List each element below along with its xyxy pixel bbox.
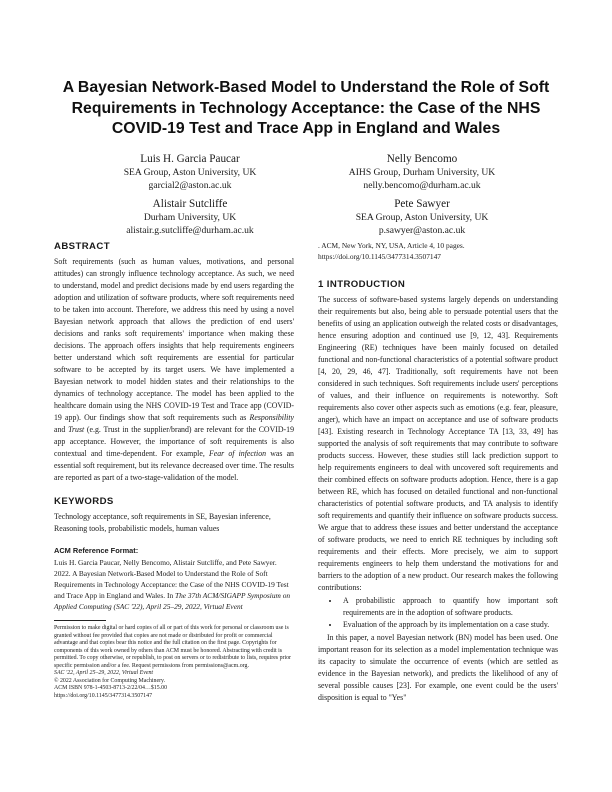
permission-text: Permission to make digital or hard copies of all or part of this work for personal or classroom use is granted without fee provided that copies are not made or distributed for profit or commercial advantage and that copies bear this notice and the full citation on the first page. Copyrights for components of this work owned by others than ACM must be honored. Abstracting with credit is permitted. To copy otherwise, or republish, to post on servers or to redistribute to lists, requires prior specific permission and/or a fee. Request permissions from permissions@acm.org. (54, 625, 292, 669)
acm-reference-continued: . ACM, New York, NY, USA, Article 4, 10 pages. https://doi.org/10.1145/3477314.3507147 (318, 241, 465, 261)
abstract-text (54, 256, 294, 484)
author-name: Pete Sawyer (394, 198, 450, 210)
permission-copyright: © 2022 Association for Computing Machinery. (54, 677, 166, 684)
permission-isbn: ACM ISBN 978-1-4503-8713-2/22/04…$15.00 (54, 685, 168, 691)
author-affiliation: AIHS Group, Durham University, UK (348, 167, 496, 178)
acm-reference-part: Luis H. Garcia Paucar, Nelly Bencomo, Alistair Sutcliffe, and Pete Sawyer. 2022. A Bayesian Network-Based Model to Understand the Role of Soft Requirements in Technology Acceptance: the Case of the NHS COVID-19 Test and Trace App in England and Wales. In (54, 558, 289, 600)
permission-notice (54, 625, 294, 700)
abstract-emphasis: Trust (68, 425, 85, 434)
introduction-paragraph-1: The success of software-based systems largely depends on understanding their requirements but also, being able to persuade potential users that the benefits of using an application outweigh the related costs or disadvantages, hence ensuring adoption and continued use [9, 12, 43]. Requirements Engineering (RE) techniques have been mainly focused on detailed functional and non-functional characteristics of a potential software product [4, 20, 29, 46, 47]. Traditionally, soft requirements have not been considered in such techniques. Soft requirements include users' perceptions of values, and their influence on requirements is noteworthy. Soft requirements also cover other aspects such as emotions (e.g. fear, pleasure, anger), which have an impact on acceptance and use of software products [43]. Existing research in Technology Acceptance TA [13, 33, 49] has supported the analysis of soft requirements that may contribute to software products success. However, these studies still lack prediction support to help requirements engineers to deal with uncovered soft requirements and their combined effects on software products adoption. Hence, there is a gap between RE, which has focused on detailed functional and non-functional characteristics of potential software products, and TA analysis to identify soft requirements and quantify their influence on software products success. We argue that to address these issues and better understand the acceptance of software products, we need to enrich RE techniques by including soft requirements and their effects. More precisely, we aim to support requirements engineers to help them understand the motivations for and barriers to the adoption of a new product. Our research makes the following contributions: (318, 295, 558, 592)
author-affiliation: SEA Group, Aston University, UK (355, 212, 489, 223)
author-block-1 (70, 152, 310, 192)
title-line-1: A Bayesian Network-Based Model to Understand the Role of Soft (62, 79, 550, 96)
keywords-text: Technology acceptance, soft requirements in SE, Bayesian inference, Reasoning tools, probabilistic models, human values (54, 512, 271, 533)
author-affiliation: SEA Group, Aston University, UK (123, 167, 257, 178)
author-block-2 (302, 152, 542, 192)
permission-doi[interactable]: https://doi.org/10.1145/3477314.3507147 (54, 692, 153, 699)
author-block-3 (70, 197, 310, 237)
abstract-emphasis: Fear of infection (208, 449, 267, 458)
abstract-text-part: Soft requirements (such as human values, motivations, and personal attitudes) can strongly influence technology acceptance. As such, we need to understand, model and predict decisions made by end users regarding the adoption and utilization of software products, where soft requirements need to be taken into account. Therefore, we address this need by using a novel Bayesian network approach that allows the prediction of end users' decisions and ranks soft requirements' importance when making these decisions. The approach offers insights that help requirements engineers better understand which soft requirements are essential for particular software to be accepted by its target users. We have implemented a Bayesian network to model hidden states and their relationships to the dynamics of technology acceptance. The model has been applied to the healthcare domain using the NHS COVID-19 Test and Trace app (COVID-19 app). Our findings show that soft requirements such as (54, 257, 294, 422)
abstract-emphasis: Responsibility (249, 413, 294, 422)
right-column (318, 240, 558, 704)
author-email[interactable]: p.sawyer@aston.ac.uk (378, 225, 466, 237)
footnote-divider (54, 620, 106, 621)
author-name: Alistair Sutcliffe (152, 198, 228, 210)
acm-reference-text (54, 557, 294, 612)
author-email[interactable]: garcial2@aston.ac.uk (148, 180, 232, 192)
paper-title (40, 78, 572, 140)
author-email[interactable]: alistair.g.sutcliffe@durham.ac.uk (126, 225, 254, 237)
list-item: • A probabilistic approach to quantify how important soft requirements are in the adoption of software products. (340, 595, 558, 619)
abstract-text-part: was an essential soft requirement, but its relevance decreased over time. The results are reported as part of a two-stage-validation of the model. (54, 449, 294, 482)
author-name: Nelly Bencomo (386, 153, 458, 165)
introduction-paragraph-2: In this paper, a novel Bayesian network (BN) model has been used. One important reason for its selection as a model implementation technique was its capacity to simulate the occurrence of events (which are settled as evidence in the Bayesian network), and predicts the likelihood of any of several possible causes [23]. For example, one event could be the users' disposition is equal to "Yes" (318, 633, 558, 702)
acm-reference-venue: The 37th ACM/SIGAPP Symposium on Applied Computing (SAC '22), April 25–29, 2022, Virtual Event (54, 591, 291, 611)
author-affiliation: Durham University, UK (143, 212, 237, 223)
permission-venue: SAC '22, April 25–29, 2022, Virtual Event (54, 670, 154, 676)
abstract-text-part: (e.g. Trust in the supplier/brand) are relevant for the COVID-19 app acceptance. However, the importance of soft requirements is also contextual and time-dependent. For example, (54, 425, 294, 458)
title-line-2: Requirements in Technology Acceptance: the Case of the NHS (71, 99, 541, 117)
list-item: • Evaluation of the approach by its implementation on a case study. (340, 619, 558, 631)
author-email[interactable]: nelly.bencomo@durham.ac.uk (363, 180, 481, 192)
left-column (54, 240, 294, 700)
introduction-heading: 1 INTRODUCTION (318, 279, 406, 290)
abstract-text-part: and (54, 425, 69, 434)
abstract-heading: ABSTRACT (54, 241, 110, 252)
author-block-4 (302, 197, 542, 237)
title-line-3: COVID-19 Test and Trace App in England and Wales (111, 120, 501, 137)
acm-reference (54, 545, 294, 612)
keywords-heading: KEYWORDS (54, 496, 114, 507)
acm-reference-heading: ACM Reference Format: (54, 546, 139, 555)
contributions-list (318, 595, 558, 631)
author-name: Luis H. Garcia Paucar (140, 153, 240, 165)
